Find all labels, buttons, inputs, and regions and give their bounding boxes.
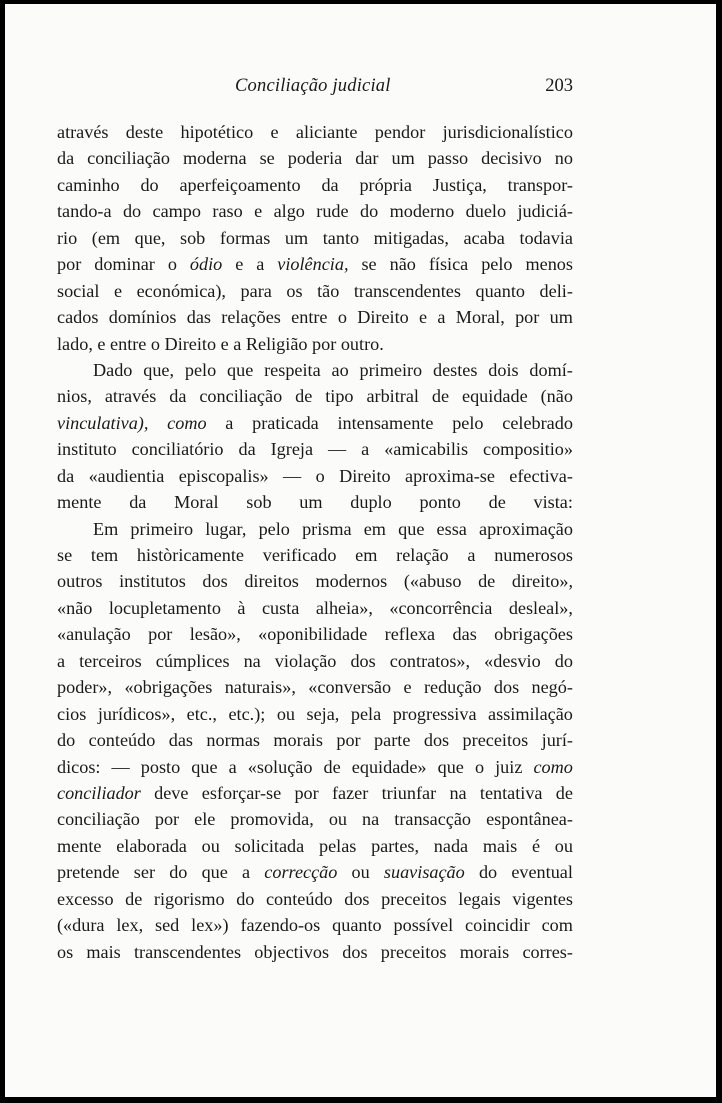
text-line: lado, e entre o Direito e a Religião por outro.	[57, 333, 384, 354]
text-line: mente elaborada ou solicitada pelas partes, nada mais é ou	[57, 835, 573, 856]
text-line: da «audientia episcopalis» — o Direito aproxima-se efectiva-	[57, 465, 573, 486]
text-line: se tem històricamente verificado em relação a numerosos	[57, 545, 573, 565]
text-line: pretende ser do que a correcção ou suavisação do eventual	[57, 862, 573, 883]
text-line: vinculativa), como a praticada intensamente pelo celebrado	[57, 412, 573, 433]
text-line: do conteúdo das normas morais por parte dos preceitos jurí-	[57, 730, 573, 751]
text-line: da conciliação moderna se poderia dar um passo decisivo no	[57, 148, 573, 169]
text-line: mente da Moral sob um duplo ponto de vista:	[57, 492, 573, 513]
body-text	[57, 119, 573, 965]
text-line: através deste hipotético e aliciante pendor jurisdicionalístico	[57, 122, 573, 142]
text-line: rio (em que, sob formas um tanto mitigadas, acaba todavia	[57, 227, 573, 248]
text-line: dicos: — posto que a «solução de equidade» que o juiz como	[57, 756, 573, 777]
text-line: («dura lex, sed lex») fazendo-os quanto possível coincidir com	[57, 915, 573, 936]
page-header	[57, 76, 573, 104]
text-line: Dado que, pelo que respeita ao primeiro destes dois domí-	[93, 359, 573, 380]
running-head: Conciliação judicial	[235, 76, 391, 96]
text-line: conciliação por ele promovida, ou na transacção espontânea-	[57, 809, 573, 830]
text-line: poder», «obrigações naturais», «conversão e redução dos negó-	[57, 677, 573, 698]
text-line: cios jurídicos», etc., etc.); ou seja, pela progressiva assimilação	[57, 703, 573, 724]
text-line: cados domínios das relações entre o Direito e a Moral, por um	[57, 307, 573, 328]
text-line: instituto conciliatório da Igreja — a «amicabilis compositio»	[57, 439, 573, 460]
text-line: Em primeiro lugar, pelo prisma em que essa aproximação	[93, 518, 573, 539]
text-line: nios, através da conciliação de tipo arbitral de equidade (não	[57, 386, 573, 407]
text-line: «anulação por lesão», «oponibilidade reflexa das obrigações	[57, 624, 573, 645]
text-line: caminho do aperfeiçoamento da própria Justiça, transpor-	[57, 174, 573, 195]
text-line: social e económica), para os tão transcendentes quanto deli-	[57, 280, 573, 301]
page-number: 203	[545, 76, 573, 96]
text-line: outros institutos dos direitos modernos («abuso de direito»,	[57, 571, 573, 592]
text-line: excesso de rigorismo do conteúdo dos preceitos legais vigentes	[57, 888, 573, 909]
book-page	[5, 4, 716, 1097]
text-line: conciliador deve esforçar-se por fazer triunfar na tentativa de	[57, 782, 573, 803]
text-line: tando-a do campo raso e algo rude do moderno duelo judiciá-	[57, 201, 573, 222]
text-line: por dominar o ódio e a violência, se não física pelo menos	[57, 254, 573, 275]
text-line: os mais transcendentes objectivos dos preceitos morais corres-	[57, 941, 573, 962]
text-line: «não locupletamento à custa alheia», «concorrência desleal»,	[57, 597, 573, 618]
text-line: a terceiros cúmplices na violação dos contratos», «desvio do	[57, 650, 573, 671]
